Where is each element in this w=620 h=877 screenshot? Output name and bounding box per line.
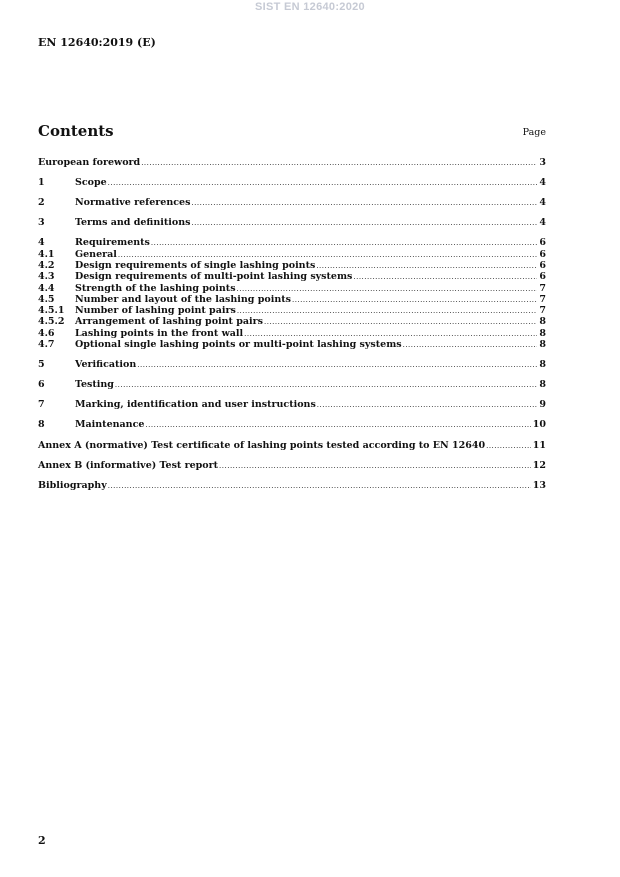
toc-entry-page: 3 [539,157,546,168]
toc-entry-point-pairs-arrangement[interactable] [38,316,546,327]
toc-entry-title: Strength of the lashing points [75,282,236,294]
table-of-contents [38,157,546,491]
dot-leader [108,481,531,492]
toc-entry-number: 4.5 [38,293,55,305]
toc-entry-title: Scope [75,177,107,189]
toc-entry-number: 3 [38,217,45,229]
toc-entry-page: 9 [539,399,546,411]
toc-entry-title: Lashing points in the front wall [75,327,244,339]
dot-leader [237,306,538,317]
toc-entry-number: 8 [38,419,45,431]
watermark: SIST EN 12640:2020 [255,1,365,13]
toc-entry-page: 6 [539,237,546,249]
toc-entry-terms-definitions[interactable] [38,217,546,228]
toc-entry-number-layout[interactable] [38,294,546,305]
toc-entry-bibliography[interactable] [38,480,546,491]
toc-entry-page: 6 [539,259,546,271]
toc-entry-front-wall[interactable] [38,328,546,339]
toc-entry-title: Verification [75,359,137,371]
toc-entry-scope[interactable] [38,177,546,188]
toc-entry-page: 8 [539,339,546,351]
toc-entry-requirements[interactable] [38,237,546,248]
toc-entry-title: Requirements [75,237,150,249]
dot-leader [145,420,530,431]
dot-leader [191,218,537,229]
dot-leader [151,238,537,249]
toc-entry-number: 4.6 [38,327,55,339]
toc-entry-number: 1 [38,177,45,189]
toc-entry-number: 4.4 [38,282,55,294]
toc-entry-number: 4.7 [38,339,55,351]
toc-entry-title: Annex B (informative) Test report [38,459,219,471]
toc-entry-number: 7 [38,399,45,411]
toc-entry-title: Marking, identification and user instructions [75,399,316,411]
toc-entry-normative-references[interactable] [38,197,546,208]
toc-entry-testing[interactable] [38,379,546,390]
toc-entry-multi-point-systems[interactable] [38,271,546,282]
toc-entry-title: Terms and definitions [75,217,191,229]
toc-entry-page: 6 [539,248,546,260]
toc-entry-number: 4 [38,237,45,249]
toc-entry-number: 4.2 [38,259,55,271]
toc-entry-number: 4.1 [38,248,55,260]
toc-entry-page: 8 [539,359,546,371]
toc-entry-title: Design requirements of single lashing points [75,259,316,271]
toc-entry-title: Optional single lashing points or multi-point lashing systems [75,339,402,351]
toc-entry-page: 8 [539,316,546,328]
toc-entry-title: Design requirements of multi-point lashing systems [75,271,353,283]
toc-entry-title: Maintenance [75,419,145,431]
toc-entry-title: Normative references [75,197,191,209]
standard-id: EN 12640:2019 (E) [38,36,156,49]
toc-entry-page: 8 [539,379,546,391]
dot-leader [137,360,537,371]
toc-entry-title: Number and layout of the lashing points [75,293,291,305]
toc-entry-annex-a[interactable] [38,440,546,451]
toc-entry-general[interactable] [38,249,546,260]
dot-leader [191,198,537,209]
toc-entry-page: 13 [532,479,546,491]
dot-leader [317,400,538,411]
toc-entry-point-pairs-number[interactable] [38,305,546,316]
dot-leader [141,158,537,169]
toc-entry-page: 10 [532,419,546,431]
toc-entry-page: 7 [539,293,546,305]
toc-entry-marking[interactable] [38,399,546,410]
toc-entry-title: Testing [75,379,114,391]
toc-entry-page: 4 [539,217,546,229]
toc-entry-number: 6 [38,379,45,391]
toc-entry-number: 2 [38,197,45,209]
dot-leader [219,461,531,472]
toc-entry-strength[interactable] [38,283,546,294]
dot-leader [486,441,531,452]
toc-entry-page: 7 [539,282,546,294]
toc-entry-single-lashing-points[interactable] [38,260,546,271]
toc-entry-title: Arrangement of lashing point pairs [75,316,263,328]
contents-title: Contents [38,122,114,140]
toc-entry-title: General [75,248,117,260]
toc-entry-verification[interactable] [38,359,546,370]
dot-leader [108,178,538,189]
toc-entry-number: 4.5.2 [38,316,65,328]
toc-entry-page: 12 [532,459,546,471]
toc-entry-title: European foreword [38,157,141,168]
toc-entry-title: Number of lashing point pairs [75,305,236,317]
toc-entry-page: 4 [539,197,546,209]
toc-entry-maintenance[interactable] [38,419,546,430]
dot-leader [264,317,537,328]
toc-entry-optional-points[interactable] [38,339,546,350]
toc-entry-page: 7 [539,305,546,317]
dot-leader [403,340,538,351]
dot-leader [353,272,537,283]
toc-entry-title: Bibliography [38,479,107,491]
dot-leader [292,295,537,306]
toc-entry-foreword[interactable] [38,157,546,168]
toc-entry-number: 5 [38,359,45,371]
dot-leader [115,380,537,391]
toc-entry-page: 11 [532,439,546,451]
page-column-label: Page [522,127,546,138]
toc-entry-page: 6 [539,271,546,283]
toc-entry-annex-b[interactable] [38,460,546,471]
toc-entry-number: 4.3 [38,271,55,283]
toc-entry-page: 4 [539,177,546,189]
toc-entry-title: Annex A (normative) Test certificate of lashing points tested according to EN 12640 [38,439,486,451]
toc-entry-number: 4.5.1 [38,305,65,317]
toc-entry-page: 8 [539,327,546,339]
page-number: 2 [38,834,46,847]
